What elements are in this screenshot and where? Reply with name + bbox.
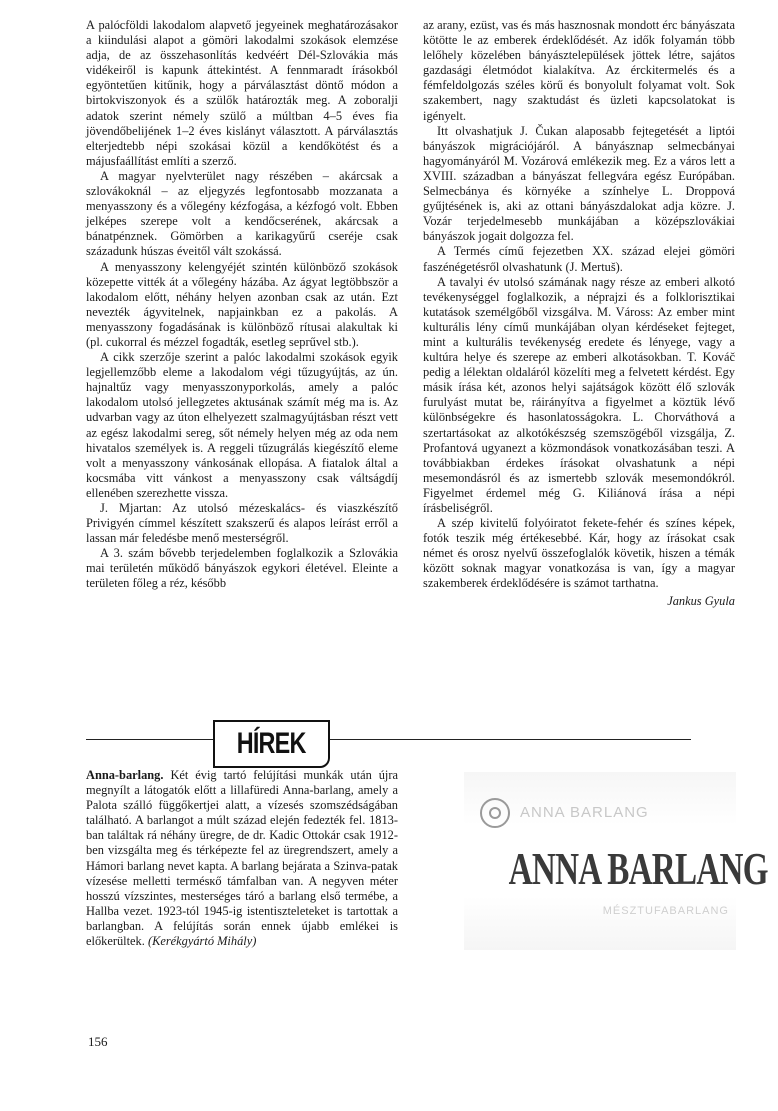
circle-emblem-icon xyxy=(480,798,510,828)
paragraph: A menyasszony kelengyéjét szintén különböző szokások közepette vitték át a vőlegény házába. Az ágyat legtöbbször a lakodalom előtt, néhány helyen azonban csak az után. Ezt nevezték ágyvitelnek, napjainkban ez a pakolás. A menyasszony fogadásának is különböző rítusai alakultak ki (pl. cukorral és mézzel fogadták, esetleg seprűvel stb.). xyxy=(86,259,398,349)
page-number: 156 xyxy=(88,1034,108,1049)
section-heading: HÍREK xyxy=(237,727,306,760)
left-column xyxy=(86,18,398,592)
news-body: Két évig tartó felújítási munkák után újra megnyílt a látogatók előtt a lillafüredi Anna-barlang, amely a Palota szálló függőkertjei alatt, a vízesés szomszédságában található. A barlangot a múlt század elején fedezték fel. 1813-ban találtak rá néhány üregre, de dr. Kadic Ottokár csak 1912-ben vizsgálta meg és térképezte fel az üregrendszert, amely a Hámori barlang nevet kapta. A barlang bejárata a Szinva-patak vízesése melletti termésкő támfalban van. A negyven méter hosszú vízszintes, mesterséges táró a barlang első termébe, a Hallba vezet. 1923-tól 1945-ig istentiszteleteket is tartottak a barlangban. A felújítás során ennek újabb emlékei is előkerültek. xyxy=(86,768,398,949)
paragraph: Itt olvashatjuk J. Čukan alaposabb fejtegetését a liptói bányászok migrációjáról. A bányásznap selmecbányai hagyományáról M. Vozárová emlékezik meg. Ez a város lett a XVIII. században a bányászat fellegvára egész Európában. Selmecbánya és környéke a színhelye L. Droppová gyűjtésének is, aki az ottani bányászdalokat adja közre. J. Vozár terjedelmesebb munkájában a középszlovákiai bányászok jogait dolgozza fel. xyxy=(423,123,735,244)
paragraph: A palócföldi lakodalom alapvető jegyeinek meghatározásakor a kiindulási alapot a gömöri lakodalmi szokások elemzése adja, de az összehasonlítás kedvéért Dél-Szlovákia más vidékeiről is kapunk áttekintést. A fennmaradt írásokból egyöntetűen kitűnik, hogy a párválasztást döntő módon a birtokviszonyok és a szülők határozták meg. A zoboralji adatok szerint némely szülő a múltban 4–5 éves fia jövendőbelijének 1–2 éves kislányt választott. A párválasztás elterjedtebb népi szokásai közül a kendőkötést és a májusfaállítást említi a szerző. xyxy=(86,18,398,168)
paragraph: A 3. szám bővebb terjedelemben foglalkozik a Szlovákia mai területén működő bányászok egykori életével. Eleinte a területen főleg a réz, később xyxy=(86,546,398,591)
paragraph: az arany, ezüst, vas és más hasznosnak mondott érc bányászata kötötte le az emberek érdeklődését. Az idők folyamán több lelőhely közelében bányásztelepülések jöttek létre, sajátos gazdasági életmódot kialakítva. Az érckitermelés és a fémfeldolgozás széles körű és bonyolult folyamat volt. Sok szakembert, nagy szaktudást és üzleti kapcsolatokat is igényelt. xyxy=(423,18,735,123)
section-divider xyxy=(86,739,691,740)
author-signature: Jankus Gyula xyxy=(667,593,735,608)
paragraph: A cikk szerzője szerint a palóc lakodalmi szokások egyik legjellemzőbb eleme a lakodalom végi tűzugyújtás, az ún. hajnaltűz vagy menyasszonyporkolás, amely a palóc lakodalom utolsó jellegzetes aktusának számít még ma is. Az udvarban vagy az úton elhelyezett szalmagyújtásban részt vett az egész lakodalmi sereg, sőt némely helyen még az oda nem hivatalos személyek is. A reggeli tűzugrálás kiegészítő eleme volt a menyasszony vánkosának ellopása. A fiatalok által a kocsmába vitt vánkost a menyasszony csak váltságdíj ellenében szerezhette vissza. xyxy=(86,350,398,500)
paragraph: A magyar nyelvterület nagy részében – akárcsak a szlovákoknál – az eljegyzés legfontosabb mozzanata a menyasszony és a vőlegény kézfogása, a kézfogó volt. Ebben jelképes szerepe volt a kendőcserének, akárcsak a bánatpénznek. Gömörben a karikagyűrű cseréje csak századunk húszas éveitől vált szokássá. xyxy=(86,168,398,259)
section-heading-box xyxy=(213,720,330,768)
paragraph: A szép kivitelű folyóiratot fekete-fehér és színes képek, fotók teszik még értékesebbé. Kár, hogy az írásokat csak német és orosz nyelvű összefoglalók követik, hiszen a témák között soknak magyar vonatkozása is van, így a magyar szakemberek érdeklődésére is számot tarthatna. xyxy=(423,516,735,591)
cave-sign-photo xyxy=(464,772,768,950)
news-lead: Anna-barlang. xyxy=(86,768,164,782)
sign-main-text: ANNA BARLANG xyxy=(508,843,768,894)
paragraph: A tavalyi év utolsó számának nagy része az emberi alkotó tevékenységgel foglalkozik, a néprajzi és a folklorisztikai kutatások személgőből vizsgálva. M. Váross: Az ember mint kulturális lény című munkájában olyan kérdéseket fejteget, mint a kulturális tevékenység eredete és lényege, vagy a kultúra helye és szerepe az emberi alkotásokban. T. Kováč pedig a lélektan oldaláról közelíti meg a felvetett kérdést. Egy másik írása két, azonos helyi sajátságok között élő szlovák furulyást mutat be, ráirányítva a figyelmet a köztük lévő különbségekre és hasonlatosságokra. L. Chorváthová a szertartásokat az alkotókészség szemszögéből vizsgálja, Z. Profantová ugyanezt a közmondások vonatkozásában teszi. A továbbiakban érdekes írásokat olvashatunk a népi mesemondásról és az ismertebb szlovák mesemondókról. Figyelmet érdemel még G. Kiliánová írása a népi írásbeliségről. xyxy=(423,274,735,515)
paragraph: J. Mjartan: Az utolsó mézeskalács- és viaszkészítő Privigyén címmel készített szakszerű és alapos leírást erről a lassan már feledésbe menő mesterségről. xyxy=(86,501,398,546)
news-credit: (Kerékgyártó Mihály) xyxy=(147,934,257,949)
sign-bottom-text: MÉSZTUFABARLANG xyxy=(602,905,729,917)
right-column xyxy=(423,18,735,609)
news-item xyxy=(86,768,398,949)
paragraph: A Termés című fejezetben XX. század elejei gömöri faszénégetésről olvashatunk (J. Mertuš). xyxy=(423,244,735,274)
sign-top-text: ANNA BARLANG xyxy=(520,804,649,821)
